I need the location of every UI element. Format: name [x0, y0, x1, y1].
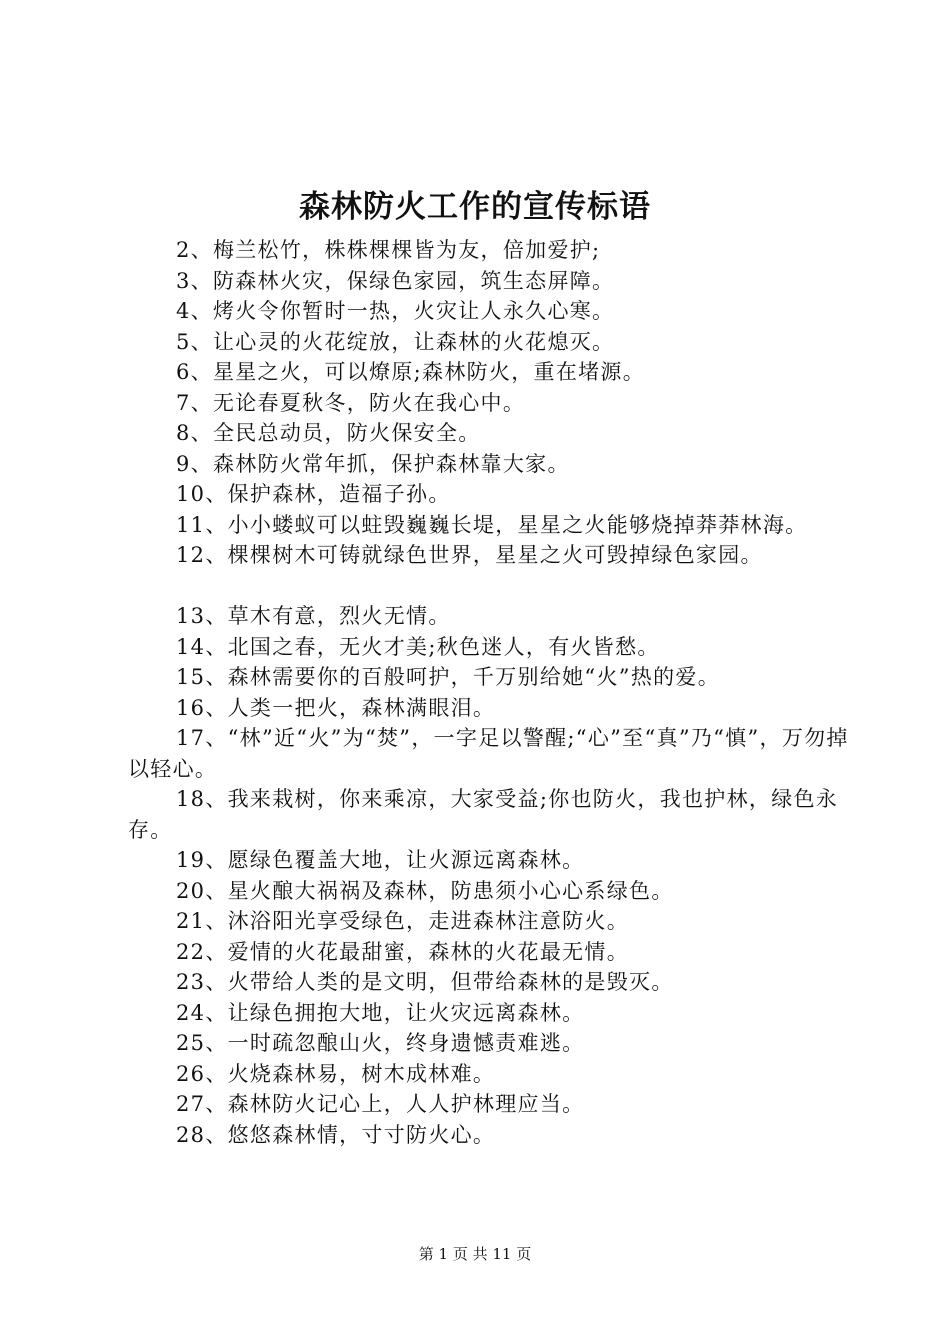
slogan-item: 16、人类一把火，森林满眼泪。 — [176, 695, 496, 720]
slogan-list — [128, 235, 858, 1150]
slogan-item: 23、火带给人类的是文明，但带给森林的是毁灭。 — [176, 970, 674, 994]
slogan-item: 9、森林防火常年抓，保护森林靠大家。 — [176, 451, 570, 476]
slogan-item: 5、让心灵的火花绽放，让森林的火花熄灭。 — [176, 329, 615, 354]
slogan-item: 20、星火酿大祸祸及森林，防患须小心心系绿色。 — [176, 878, 674, 903]
slogan-item: 12、棵棵树木可铸就绿色世界，星星之火可毁掉绿色家园。 — [176, 543, 763, 567]
slogan-item: 11、小小蝼蚁可以蛀毁巍巍长堤，星星之火能够烧掉莽莽林海。 — [176, 512, 808, 537]
slogan-item: 14、北国之春，无火才美;秋色迷人，有火皆愁。 — [176, 634, 660, 659]
slogan-item: 13、草木有意，烈火无情。 — [176, 604, 451, 628]
slogan-item: 24、让绿色拥抱大地，让火灾远离森林。 — [176, 1000, 585, 1025]
page-footer: 第 1 页 共 11 页 — [418, 1245, 532, 1263]
slogan-item: 19、愿绿色覆盖大地，让火源远离森林。 — [176, 848, 585, 872]
slogan-item: 26、火烧森林易，树木成林难。 — [176, 1061, 496, 1086]
slogan-item: 3、防森林火灾，保绿色家园，筑生态屏障。 — [176, 268, 615, 293]
slogan-item: 22、爱情的火花最甜蜜，森林的火花最无情。 — [176, 939, 630, 964]
slogan-item: 7、无论春夏秋冬，防火在我心中。 — [176, 390, 526, 415]
slogan-item: 2、梅兰松竹，株株棵棵皆为友，倍加爱护; — [176, 238, 601, 262]
slogan-item: 28、悠悠森林情，寸寸防火心。 — [176, 1122, 496, 1147]
slogan-item: 8、全民总动员，防火保安全。 — [176, 421, 481, 445]
slogan-item: 25、一时疏忽酿山火，终身遗憾责难逃。 — [176, 1031, 585, 1055]
document-title: 森林防火工作的宣传标语 — [299, 189, 651, 225]
slogan-item: 4、烤火令你暂时一热，火灾让人永久心寒。 — [176, 299, 615, 323]
slogan-item: 21、沐浴阳光享受绿色，走进森林注意防火。 — [176, 909, 630, 933]
slogan-item: 15、森林需要你的百般呵护，千万别给她“火”热的爱。 — [176, 665, 720, 689]
slogan-item: 6、星星之火，可以燎原;森林防火，重在堵源。 — [176, 360, 646, 384]
blank-line — [128, 571, 858, 602]
slogan-item: 10、保护森林，造福子孙。 — [176, 482, 451, 506]
slogan-item: 27、森林防火记心上，人人护林理应当。 — [176, 1092, 585, 1116]
slogan-item: 18、我来栽树，你来乘凉，大家受益;你也防火，我也护林，绿色永存。 — [128, 787, 839, 842]
slogan-item: 17、“林”近“火”为“焚”，一字足以警醒;“心”至“真”乃“慎”，万勿掉以轻心。 — [128, 726, 849, 781]
